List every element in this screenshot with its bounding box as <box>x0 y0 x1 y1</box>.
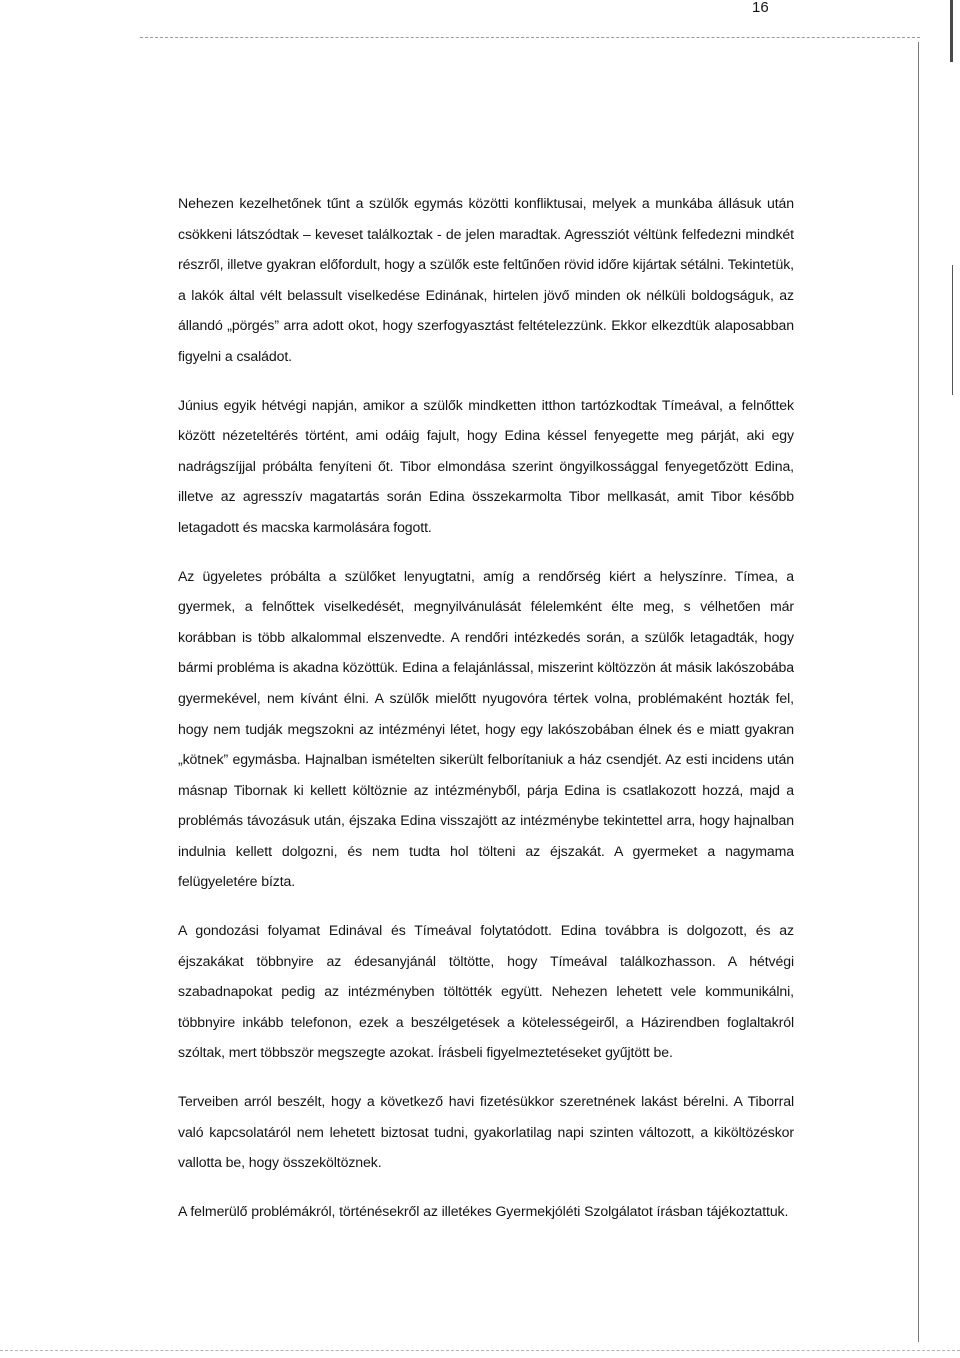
body-text <box>178 188 794 1244</box>
page-number-label: 16 <box>752 0 769 16</box>
paragraph-care-process: A gondozási folyamat Edinával és Tímeával folytatódott. Edina továbbra is dolgozott, és az éjszakákat többnyire az édesanyjánál töltötte, hogy Tímeával találkozhasson. A hétvégi szabadnapokat pedig az intézményben töltötték együtt. Nehezen lehetett vele kommunikálni, többnyire inkább telefonon, ezek a beszélgetések a kötelességeiről, a Házirendben foglaltakról szóltak, mert többször megszegte azokat. Írásbeli figyelmeztetéseket gyűjtött be. <box>178 922 794 1061</box>
paragraph-notification: A felmerülő problémákról, történésekről az illetékes Gyermekjóléti Szolgálatot írásban tájékoztattuk. <box>178 1202 789 1219</box>
paragraph-plans: Terveiben arról beszélt, hogy a következő havi fizetésükkor szeretnének lakást bérelni. A Tiborral való kapcsolatáról nem lehetett biztosat tudni, gyakorlatilag napi szinten változott, a kiköltözéskor vallotta be, hogy összeköltöznek. <box>178 1093 794 1171</box>
paragraph-june-incident: Június egyik hétvégi napján, amikor a szülők mindketten itthon tartózkodtak Tímeával, a felnőttek között nézeteltérés történt, ami odáig fajult, hogy Edina késsel fenyegette meg párját, aki egy nadrágszíjjal próbálta fenyíteni őt. Tibor elmondása szerint öngyilkossággal fenyegetőzött Edina, illetve az agresszív magatartás során Edina összekarmolta Tibor mellkasát, amit Tibor később letagadott és macska karmolására fogott. <box>178 396 794 535</box>
scan-artifact-right-line <box>918 42 919 1342</box>
scan-artifact-bottom-line <box>0 1350 960 1351</box>
scan-artifact-right-edge <box>952 265 953 395</box>
scan-artifact-corner-mark <box>950 0 953 62</box>
paragraph-police-intervention: Az ügyeletes próbálta a szülőket lenyugtatni, amíg a rendőrség kiért a helyszínre. Tímea, a gyermek, a felnőttek viselkedését, megnyilvánulását félelemként élte meg, s vélhetően már korábban is több alkalommal elszenvedte. A rendőri intézkedés során, a szülők letagadták, hogy bármi probléma is akadna közöttük. Edina a felajánlással, miszerint költözzön át másik lakószobába gyermekével, nem kívánt élni. A szülők mielőtt nyugovóra tértek volna, problémaként hozták fel, hogy nem tudják megszokni az intézményi létet, hogy egy lakószobában élnek és e miatt gyakran „kötnek” egymásba. Hajnalban ismételten sikerült felborítaniuk a ház csendjét. Az esti incidens után másnap Tibornak ki kellett költöznie az intézményből, párja Edina is csatlakozott hozzá, majd a problémás távozásuk után, éjszaka Edina visszajött az intézménybe tekintettel arra, hogy hajnalban indulnia kellett dolgozni, és nem tudta hol tölteni az éjszakát. A gyermeket a nagymama felügyeletére bízta. <box>178 567 794 890</box>
paragraph-conflicts: Nehezen kezelhetőnek tűnt a szülők egymás közötti konfliktusai, melyek a munkába állásuk után csökkeni látszódtak – keveset találkoztak - de jelen maradtak. Agressziót véltünk felfedezni mindkét részről, illetve gyakran előfordult, hogy a szülők este feltűnően rövid időre kijártak sétálni. Tekintetük, a lakók által vélt belassult viselkedése Edinának, hirtelen jövő minden ok nélküli boldogságuk, az állandó „pörgés” arra adott okot, hogy szerfogyasztást feltételezzünk. Ekkor elkezdtük alaposabban figyelni a családot. <box>178 195 794 364</box>
scan-artifact-top-line <box>140 37 920 38</box>
